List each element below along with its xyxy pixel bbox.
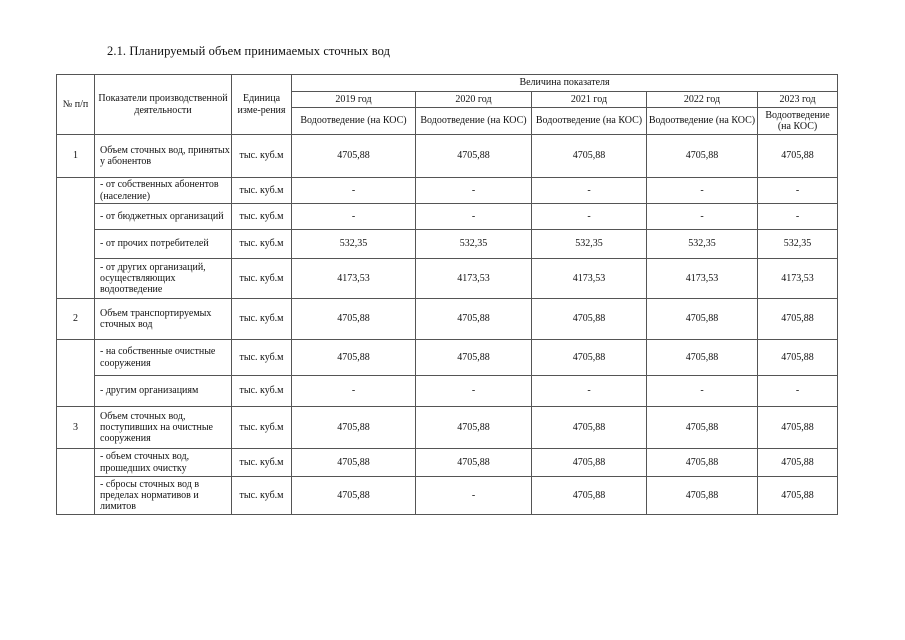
row-label: - другим организациям: [95, 376, 232, 407]
row-unit: тыс. куб.м: [232, 204, 292, 230]
table-row: [57, 449, 838, 477]
row-num: [57, 178, 95, 299]
row-value: 4705,88: [647, 449, 758, 477]
row-label: - от бюджетных организаций: [95, 204, 232, 230]
row-unit: тыс. куб.м: [232, 259, 292, 299]
row-value: 4705,88: [758, 407, 838, 449]
header-sub: Водоотведение (на КОС): [292, 108, 416, 135]
page-title: 2.1. Планируемый объем принимаемых сточных вод: [107, 44, 391, 58]
header-year: 2021 год: [532, 92, 647, 108]
row-value: -: [416, 178, 532, 204]
row-value: 4705,88: [532, 340, 647, 376]
row-value: -: [647, 178, 758, 204]
row-unit: тыс. куб.м: [232, 299, 292, 340]
header-sub: Водоотведение (на КОС): [647, 108, 758, 135]
row-value: -: [416, 204, 532, 230]
row-value: -: [647, 376, 758, 407]
row-label: - на собственные очистные сооружения: [95, 340, 232, 376]
row-value: 532,35: [292, 230, 416, 259]
row-unit: тыс. куб.м: [232, 230, 292, 259]
row-label: Объем сточных вод, поступивших на очистные сооружения: [95, 407, 232, 449]
row-value: -: [416, 376, 532, 407]
row-value: 532,35: [532, 230, 647, 259]
row-value: 4705,88: [292, 449, 416, 477]
row-value: -: [758, 178, 838, 204]
row-value: 532,35: [647, 230, 758, 259]
row-value: 4705,88: [647, 407, 758, 449]
row-value: 4705,88: [758, 449, 838, 477]
row-value: 4173,53: [416, 259, 532, 299]
row-value: -: [758, 376, 838, 407]
header-sub: Водоотведение (на КОС): [416, 108, 532, 135]
row-value: 4705,88: [416, 135, 532, 178]
row-value: 4705,88: [292, 340, 416, 376]
row-label: Объем сточных вод, принятых у абонентов: [95, 135, 232, 178]
row-value: 4173,53: [292, 259, 416, 299]
row-value: 4705,88: [647, 135, 758, 178]
row-value: -: [532, 376, 647, 407]
row-value: 4705,88: [758, 135, 838, 178]
row-label: - объем сточных вод, прошедших очистку: [95, 449, 232, 477]
row-value: 4705,88: [647, 299, 758, 340]
row-value: -: [532, 204, 647, 230]
row-value: 4705,88: [647, 477, 758, 515]
row-value: 4705,88: [416, 449, 532, 477]
row-value: -: [292, 376, 416, 407]
table-row: [57, 477, 838, 515]
row-value: 4705,88: [292, 135, 416, 178]
row-value: -: [532, 178, 647, 204]
header-year: 2022 год: [647, 92, 758, 108]
header-num: № п/п: [57, 75, 95, 135]
row-value: -: [758, 204, 838, 230]
table-row: [57, 230, 838, 259]
row-value: 4705,88: [758, 477, 838, 515]
header-sub: Водоотведение (на КОС): [758, 108, 838, 135]
row-num: 2: [57, 299, 95, 340]
row-num: [57, 449, 95, 515]
header-year: 2019 год: [292, 92, 416, 108]
header-unit: Единица изме-рения: [232, 75, 292, 135]
row-label: - сбросы сточных вод в пределах нормативов и лимитов: [95, 477, 232, 515]
row-value: 4173,53: [758, 259, 838, 299]
row-value: 4705,88: [532, 135, 647, 178]
header-year: 2020 год: [416, 92, 532, 108]
row-label: - от других организаций, осуществляющих водоотведение: [95, 259, 232, 299]
row-unit: тыс. куб.м: [232, 407, 292, 449]
table-row: [57, 204, 838, 230]
table-row: [57, 376, 838, 407]
row-label: - от прочих потребителей: [95, 230, 232, 259]
row-value: 4705,88: [416, 407, 532, 449]
header-year: 2023 год: [758, 92, 838, 108]
row-num: 1: [57, 135, 95, 178]
row-label: Объем транспортируемых сточных вод: [95, 299, 232, 340]
header-value-group: Величина показателя: [292, 75, 838, 92]
row-value: 4705,88: [532, 407, 647, 449]
header-sub: Водоотведение (на КОС): [532, 108, 647, 135]
row-unit: тыс. куб.м: [232, 178, 292, 204]
row-value: -: [292, 204, 416, 230]
table-row: [57, 135, 838, 178]
table-row: [57, 178, 838, 204]
row-value: 4705,88: [416, 299, 532, 340]
row-value: 4705,88: [292, 477, 416, 515]
table-row: [57, 259, 838, 299]
row-unit: тыс. куб.м: [232, 340, 292, 376]
row-value: 4173,53: [647, 259, 758, 299]
row-unit: тыс. куб.м: [232, 376, 292, 407]
row-value: -: [292, 178, 416, 204]
row-value: 4705,88: [532, 477, 647, 515]
row-label: - от собственных абонентов (население): [95, 178, 232, 204]
row-value: 4173,53: [532, 259, 647, 299]
row-unit: тыс. куб.м: [232, 135, 292, 178]
row-value: 4705,88: [292, 407, 416, 449]
row-num: [57, 340, 95, 407]
row-value: 4705,88: [647, 340, 758, 376]
table-row: [57, 407, 838, 449]
row-value: -: [647, 204, 758, 230]
table-row: [57, 340, 838, 376]
header-indicators: Показатели производственной деятельности: [95, 75, 232, 135]
row-value: 4705,88: [758, 340, 838, 376]
row-value: 4705,88: [292, 299, 416, 340]
table-row: [57, 299, 838, 340]
wastewater-table: [56, 74, 838, 515]
row-unit: тыс. куб.м: [232, 449, 292, 477]
row-value: 4705,88: [416, 340, 532, 376]
row-num: 3: [57, 407, 95, 449]
row-value: 532,35: [416, 230, 532, 259]
row-unit: тыс. куб.м: [232, 477, 292, 515]
row-value: -: [416, 477, 532, 515]
row-value: 532,35: [758, 230, 838, 259]
row-value: 4705,88: [758, 299, 838, 340]
row-value: 4705,88: [532, 449, 647, 477]
row-value: 4705,88: [532, 299, 647, 340]
